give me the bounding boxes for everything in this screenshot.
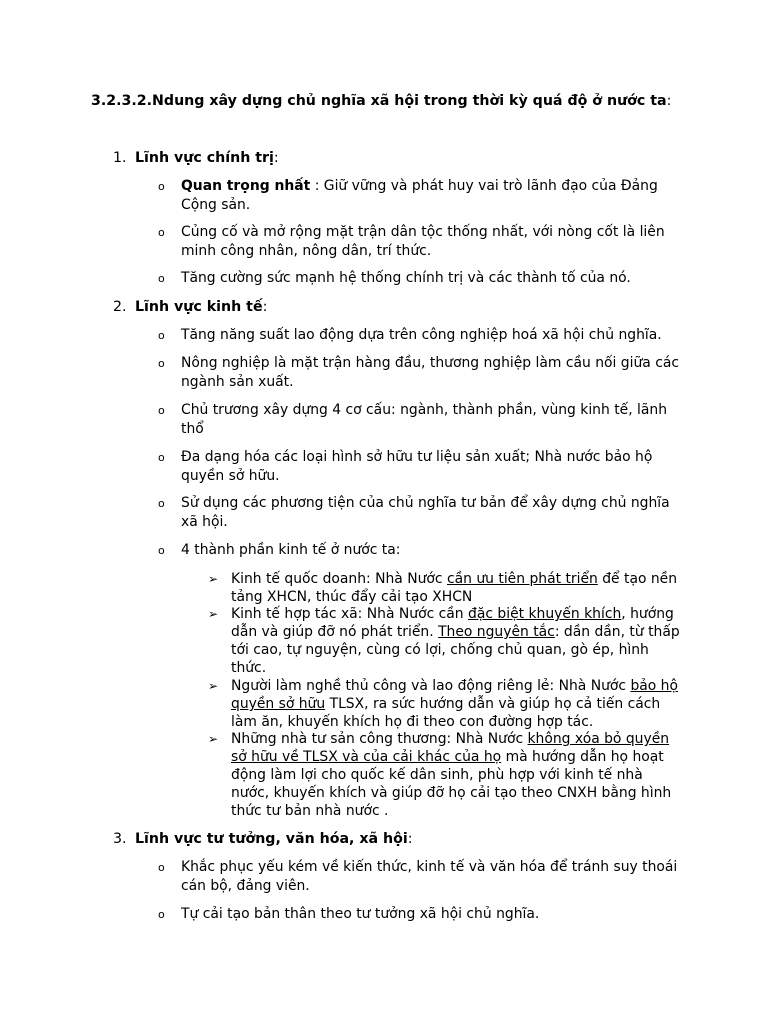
heading-text: 3.2.3.2.Ndung xây dựng chủ nghĩa xã hội trong thời kỳ quá độ ở nước ta — [91, 93, 667, 109]
bullet-icon: o — [158, 404, 165, 417]
list-item: Nông nghiệp là mặt trận hàng đầu, thương nghiệp làm cầu nối giữa các ngành sản xuất. — [181, 355, 679, 390]
bullet-icon: o — [158, 451, 165, 464]
heading-colon: : — [666, 93, 672, 109]
section-colon: : — [273, 150, 279, 166]
sub-item-text: : dần dần, từ thấp tới cao, tự nguyện, cùng có lợi, chống chủ quan, gò ép, hình thức. — [231, 624, 680, 676]
sub-item-text: , hướng dẫn và giúp đỡ nó phát triển. — [231, 606, 674, 640]
section-colon: : — [262, 299, 268, 315]
bullet-icon: o — [158, 357, 165, 370]
section-number: 3. — [113, 831, 127, 847]
sub-item-text: để tạo nền tảng XHCN, thúc đẩy cải tạo XHCN — [231, 571, 678, 605]
section-colon: : — [407, 831, 413, 847]
sub-item-text: Kinh tế quốc doanh: Nhà Nước — [231, 571, 447, 587]
sub-item-underlined: không xóa bỏ quyền sở hữu về TLSX và của cải khác của họ — [231, 731, 670, 765]
item-text: : Giữ vững và phát huy vai trò lãnh đạo của Đảng Cộng sản. — [181, 178, 658, 213]
bullet-icon: o — [158, 329, 165, 342]
sub-item-text: Người làm nghề thủ công và lao động riêng lẻ: Nhà Nước — [231, 678, 631, 694]
bullet-icon: o — [158, 861, 165, 874]
bullet-icon: o — [158, 544, 165, 557]
section-1-title — [113, 148, 279, 168]
list-item — [181, 177, 681, 214]
list-item: Củng cố và mở rộng mặt trận dân tộc thống nhất, với nòng cốt là liên minh công nhân, nông dân, trí thức. — [181, 224, 665, 259]
list-item: Sử dụng các phương tiện của chủ nghĩa tư bản để xây dựng chủ nghĩa xã hội. — [181, 495, 670, 530]
sub-list-item — [231, 730, 681, 820]
sub-list-item — [231, 605, 681, 677]
bullet-icon: o — [158, 908, 165, 921]
arrow-bullet-icon: ➢ — [208, 572, 219, 586]
sub-item-text: mà hướng dẫn họ hoạt động làm lợi cho quốc kế dân sinh, phù hợp với kinh tế nhà nước, khuyến khích và giúp đỡ họ cải tạo theo CNXH bằng hình thức tư bản nhà nước . — [231, 749, 672, 819]
sub-list-item — [231, 677, 681, 731]
sub-item-underlined: bảo hộ quyền sở hữu — [231, 678, 678, 712]
list-item: Khắc phục yếu kém về kiến thức, kinh tế và văn hóa để tránh suy thoái cán bộ, đảng viên. — [181, 859, 678, 894]
section-title-text: Lĩnh vực chính trị — [135, 150, 274, 166]
bullet-icon: o — [158, 272, 165, 285]
bullet-icon: o — [158, 180, 165, 193]
bullet-icon: o — [158, 497, 165, 510]
list-item: 4 thành phần kinh tế ở nước ta: — [181, 542, 401, 558]
list-item: Tăng năng suất lao động dựa trên công nghiệp hoá xã hội chủ nghĩa. — [181, 327, 662, 343]
arrow-bullet-icon: ➢ — [208, 679, 219, 693]
list-item: Đa dạng hóa các loại hình sở hữu tư liệu sản xuất; Nhà nước bảo hộ quyền sở hữu. — [181, 449, 653, 484]
sub-item-underlined: Theo nguyên tắc — [438, 624, 555, 640]
arrow-bullet-icon: ➢ — [208, 732, 219, 746]
section-title-text: Lĩnh vực kinh tế — [135, 299, 263, 315]
document-heading — [91, 91, 671, 111]
section-number: 1. — [113, 150, 127, 166]
section-3-title — [113, 829, 413, 849]
sub-item-underlined: đặc biệt khuyến khích — [468, 606, 622, 622]
section-number: 2. — [113, 299, 127, 315]
sub-list-item — [231, 570, 681, 606]
section-2-title — [113, 297, 267, 317]
sub-item-text: Kinh tế hợp tác xã: Nhà Nước cần — [231, 606, 469, 622]
bullet-icon: o — [158, 226, 165, 239]
sub-item-text: TLSX, ra sức hướng dẫn và giúp họ cả tiến cách làm ăn, khuyến khích họ đi theo con đường hợp tác. — [231, 696, 661, 730]
list-item: Chủ trương xây dựng 4 cơ cấu: ngành, thành phần, vùng kinh tế, lãnh thổ — [181, 402, 668, 437]
arrow-bullet-icon: ➢ — [208, 607, 219, 621]
section-title-text: Lĩnh vực tư tưởng, văn hóa, xã hội — [135, 831, 408, 847]
item-bold-text: Quan trọng nhất — [181, 178, 311, 194]
sub-item-underlined: cần ưu tiên phát triển — [446, 571, 598, 587]
list-item: Tăng cường sức mạnh hệ thống chính trị và các thành tố của nó. — [181, 270, 631, 286]
sub-item-text: Những nhà tư sản công thương: Nhà Nước — [231, 731, 528, 747]
list-item: Tự cải tạo bản thân theo tư tưởng xã hội chủ nghĩa. — [181, 906, 540, 922]
